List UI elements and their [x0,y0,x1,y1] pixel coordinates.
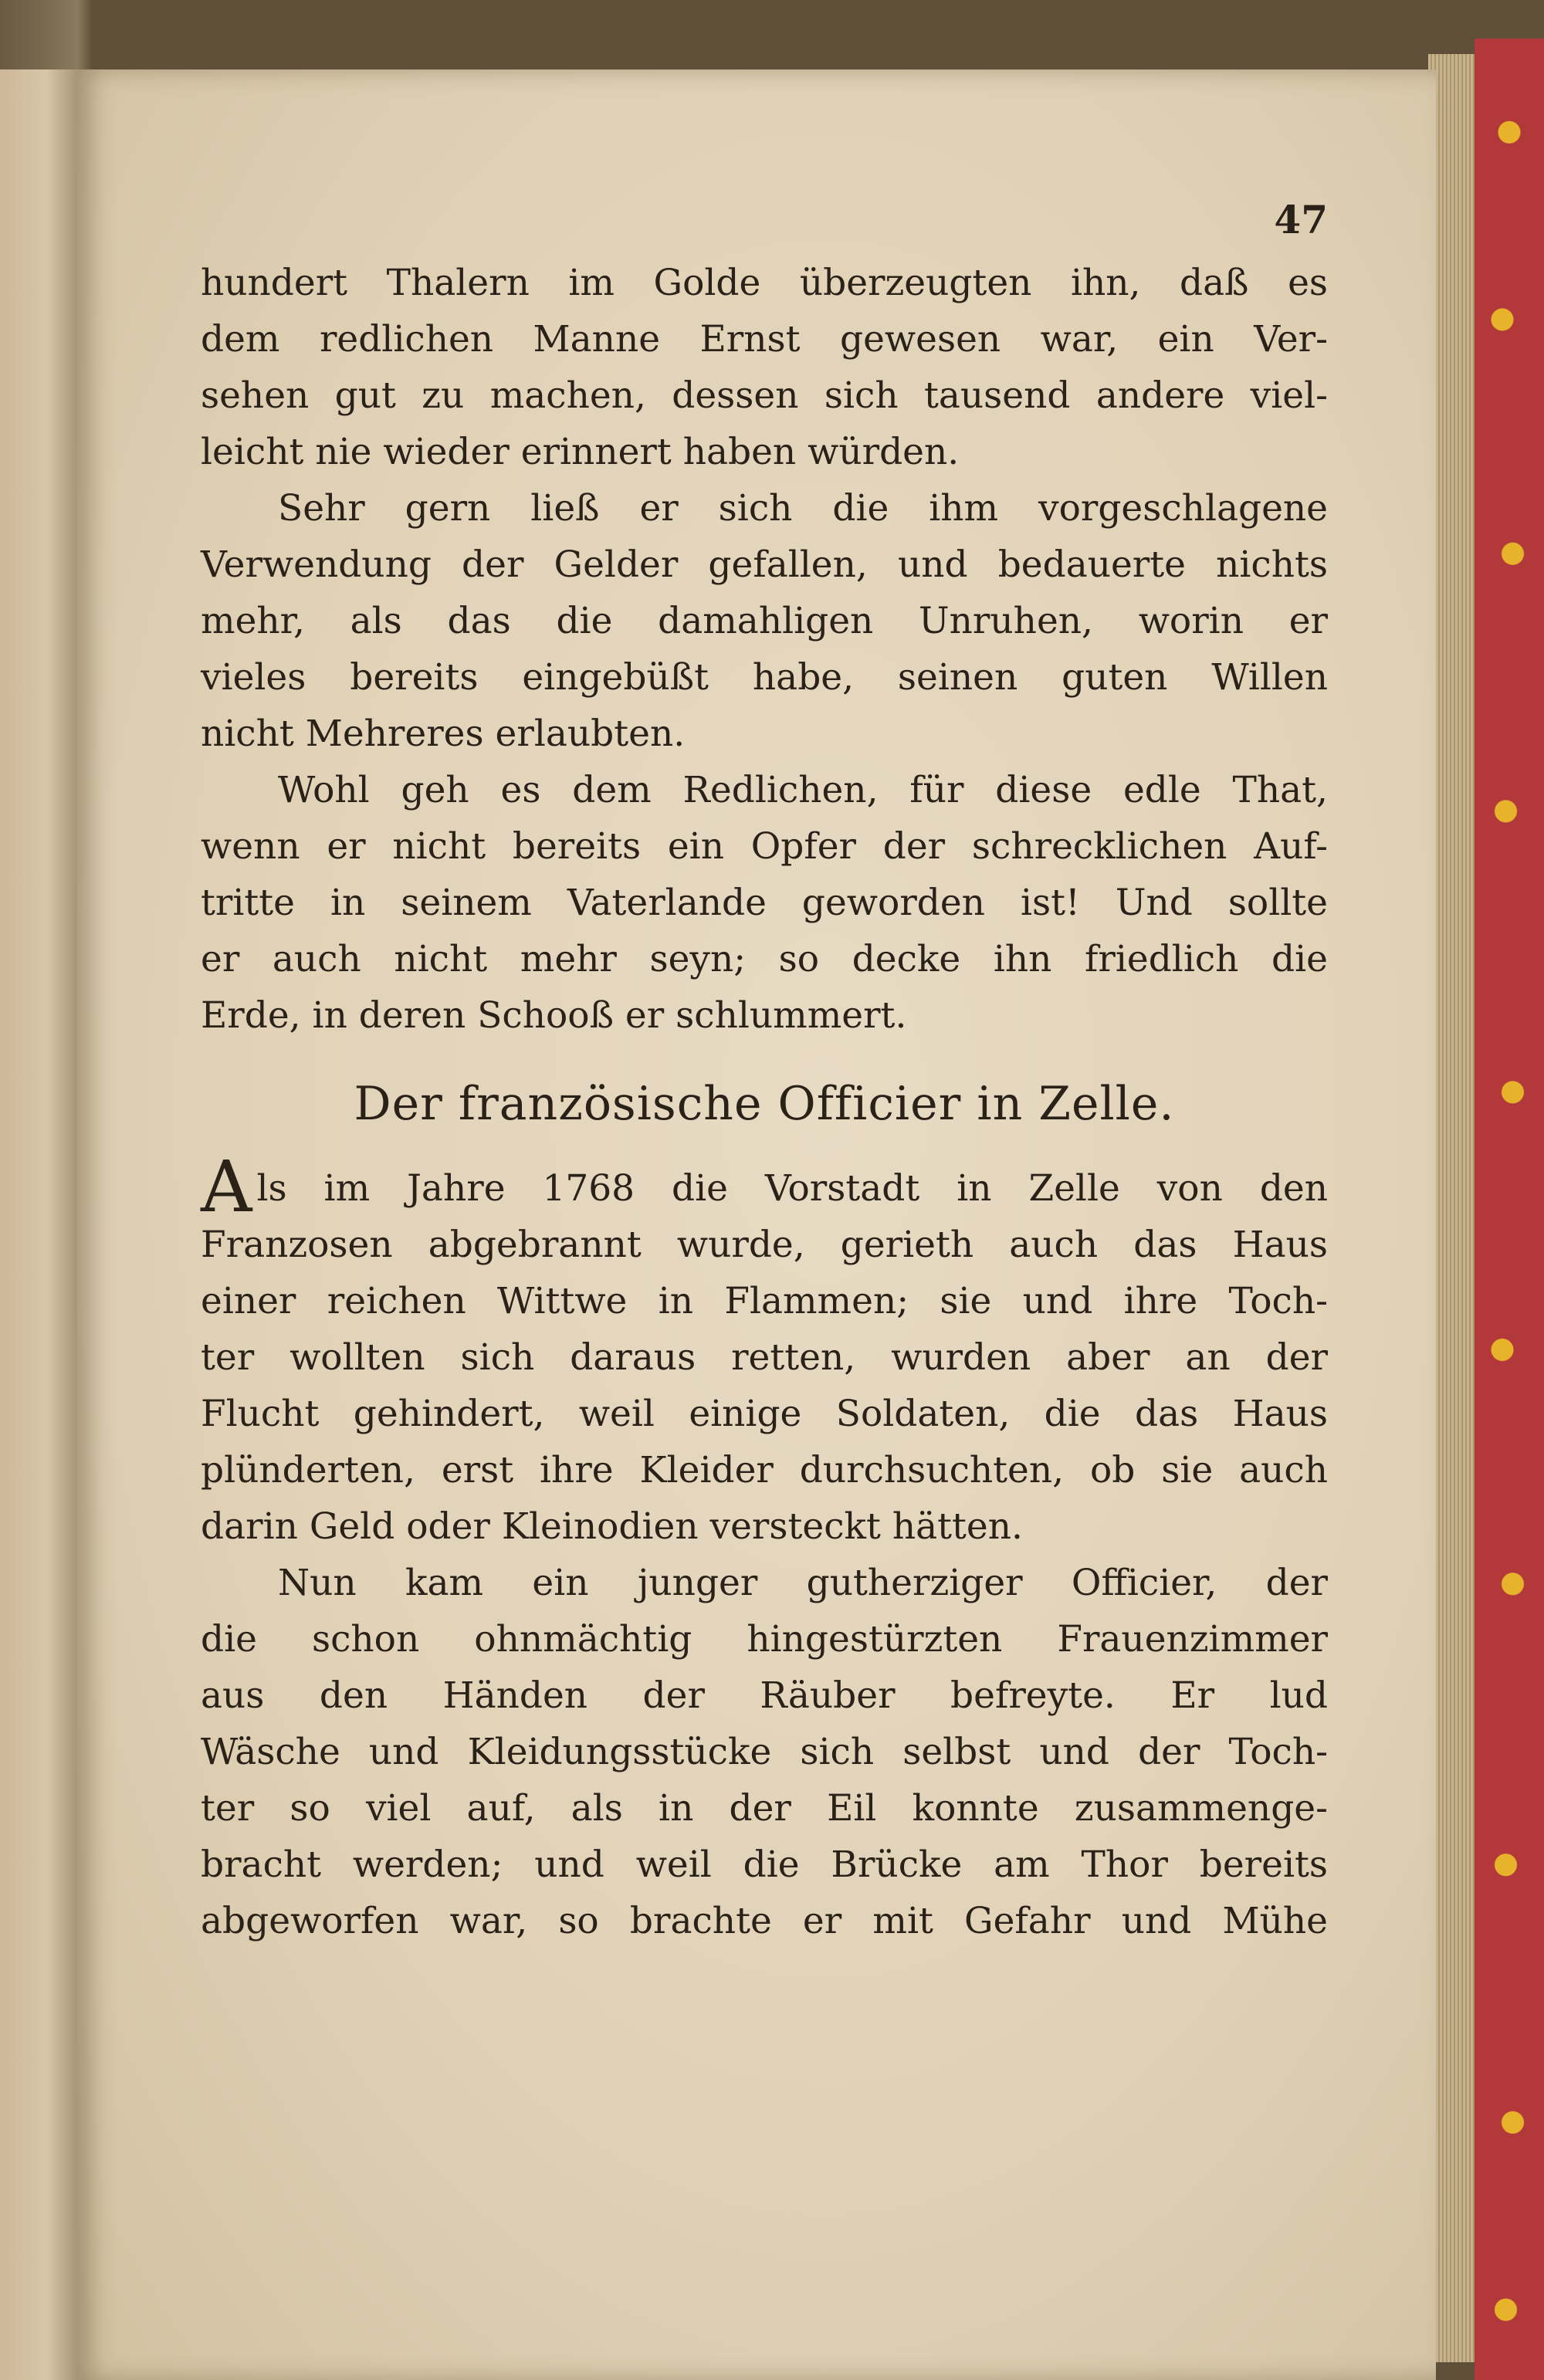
section-title: Der französische Officier in Zelle. [354,1077,1175,1131]
paragraph-2 [201,480,1328,762]
section-paragraph-1 [201,1146,1328,1555]
text-line: dem redlichen Manne Ernst gewesen war, ein Ver- [201,318,1328,361]
text-line: Sehr gern ließ er sich die ihm vorgeschlagene [278,487,1328,530]
text-line: tritte in seinem Vaterlande geworden ist! Und sollte [201,882,1328,924]
marbled-cover-board [1475,39,1544,2380]
text-line: vieles bereits eingebüßt habe, seinen guten Willen [201,656,1328,699]
text-line: Erde, in deren Schooß er schlummert. [201,994,907,1037]
text-line: Nun kam ein junger gutherziger Officier, der [278,1562,1328,1604]
text-line: wenn er nicht bereits ein Opfer der schrecklichen Auf- [201,825,1328,868]
book-page [77,69,1436,2380]
text-line: sehen gut zu machen, dessen sich tausend andere viel- [201,374,1328,417]
text-line: Franzosen abgebrannt wurde, gerieth auch das Haus [201,1224,1328,1266]
text-line: abgeworfen war, so brachte er mit Gefahr und Mühe [201,1900,1328,1942]
page-number: 47 [1274,197,1328,242]
text-line: mehr, als das die damahligen Unruhen, worin er [201,600,1328,642]
text-line: leicht nie wieder erinnert haben würden. [201,431,960,473]
text-line: nicht Mehreres erlaubten. [201,713,686,755]
text-line: ls im Jahre 1768 die Vorstadt in Zelle von den [256,1167,1328,1210]
text-line: darin Geld oder Kleinodien versteckt hätten. [201,1505,1023,1548]
text-line: Flucht gehindert, weil einige Soldaten, die das Haus [201,1393,1328,1435]
paragraph-1 [201,255,1328,480]
page-body [201,255,1328,1949]
paragraph-3 [201,762,1328,1044]
text-line: ter wollten sich daraus retten, wurden aber an der [201,1336,1328,1379]
left-page-edge [0,69,77,2380]
text-line: er auch nicht mehr seyn; so decke ihn friedlich die [201,938,1328,980]
text-line: die schon ohnmächtig hingestürzten Frauenzimmer [201,1618,1328,1661]
section-paragraph-2 [201,1555,1328,1949]
text-line: einer reichen Wittwe in Flammen; sie und ihre Toch- [201,1280,1328,1322]
drop-cap: A [201,1146,252,1228]
text-line: bracht werden; und weil die Brücke am Thor bereits [201,1843,1328,1886]
text-line: aus den Händen der Räuber befreyte. Er lud [201,1674,1328,1717]
text-line: Wäsche und Kleidungsstücke sich selbst und der Toch- [201,1731,1328,1773]
text-line: Verwendung der Gelder gefallen, und bedauerte nichts [201,543,1328,586]
text-line: hundert Thalern im Golde überzeugten ihn, daß es [201,262,1328,304]
text-line: plünderten, erst ihre Kleider durchsuchten, ob sie auch [201,1449,1328,1491]
text-line: ter so viel auf, als in der Eil konnte zusammenge- [201,1787,1328,1830]
text-line: Wohl geh es dem Redlichen, für diese edle That, [278,769,1328,811]
